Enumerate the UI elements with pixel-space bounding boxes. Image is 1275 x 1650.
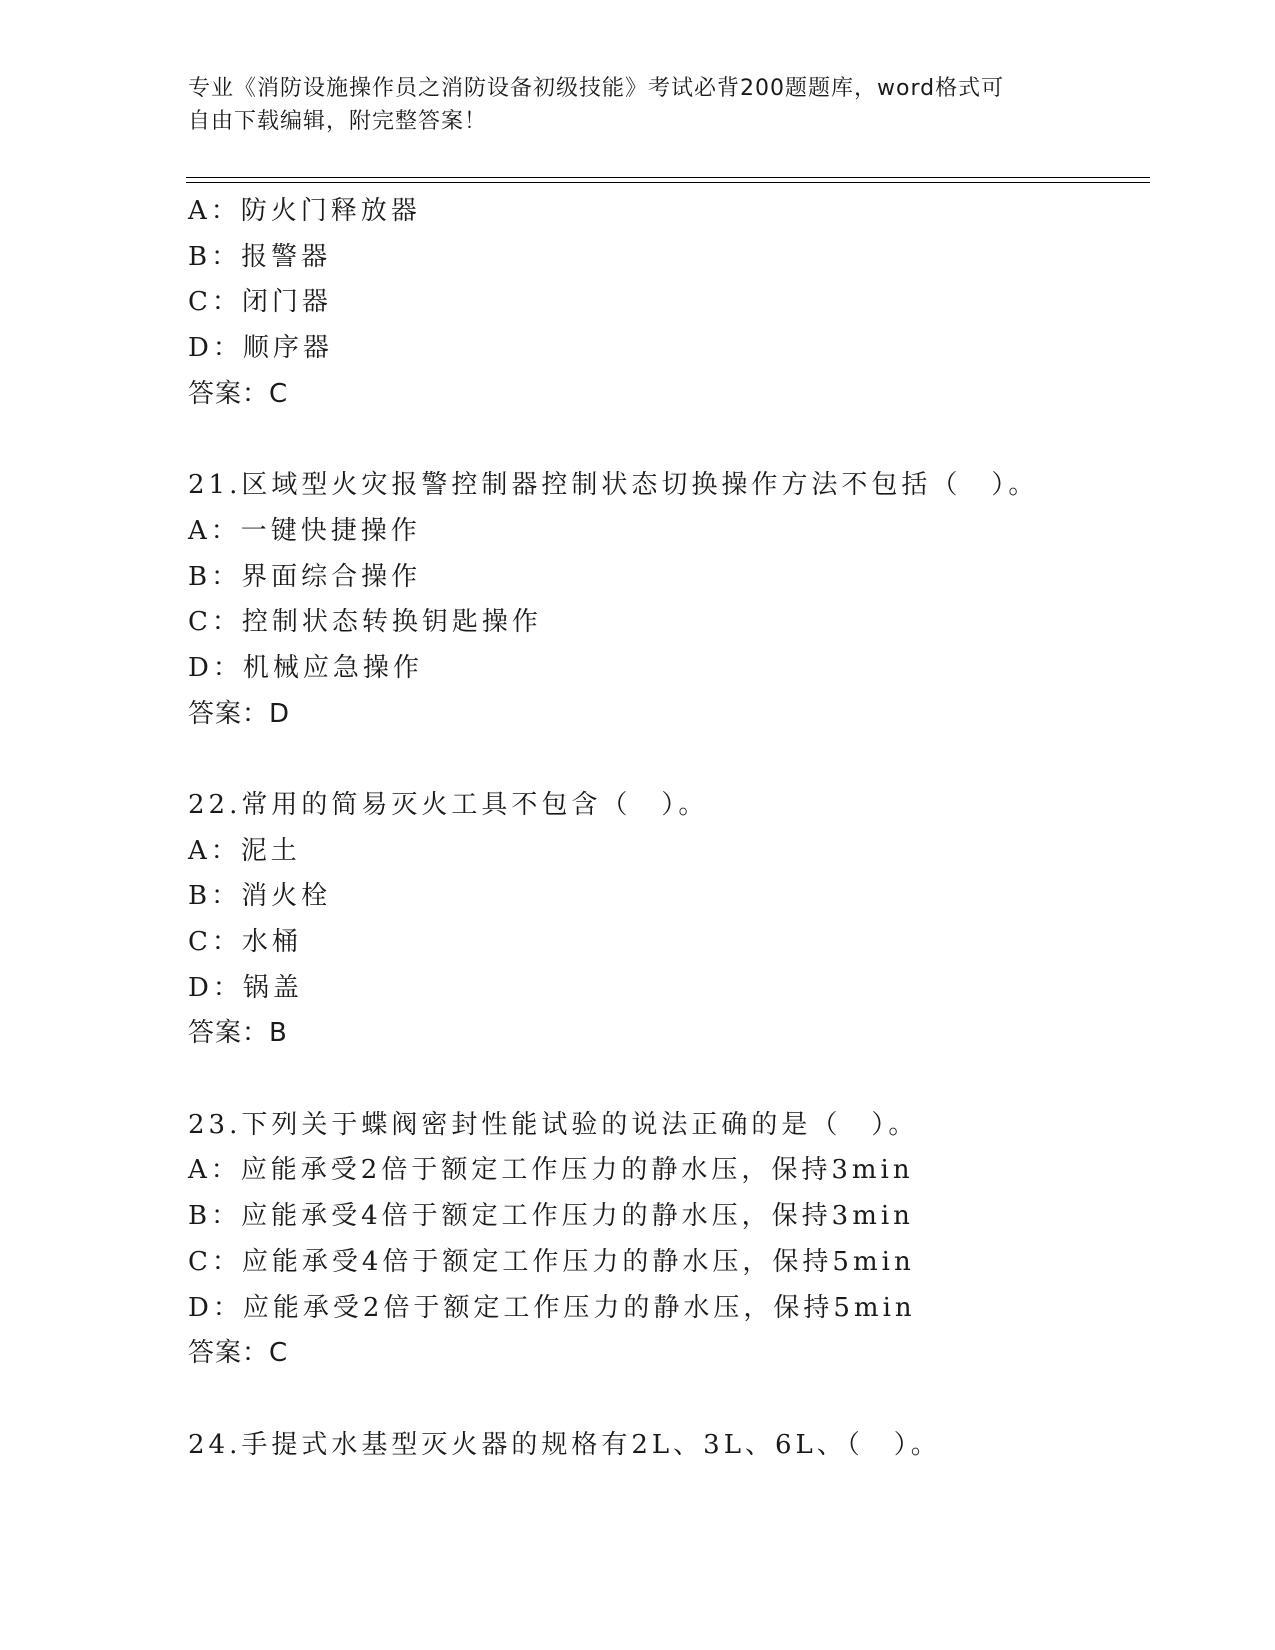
question-block-23 [188, 1103, 1148, 1377]
answer: 答案：D [188, 698, 291, 729]
option-d: D：应能承受2倍于额定工作压力的静水压，保持5min [188, 1292, 916, 1323]
spacer [188, 1377, 1148, 1423]
header-divider-bottom [186, 182, 1150, 183]
option-c: C：闭门器 [188, 287, 332, 318]
option-b: B：应能承受4倍于额定工作压力的静水压，保持3min [188, 1201, 914, 1232]
document-header [188, 72, 1088, 138]
option-d: D：机械应急操作 [188, 652, 423, 683]
option-b: B：报警器 [188, 241, 332, 272]
option-d: D：顺序器 [188, 333, 333, 364]
option-a: A：泥土 [188, 835, 301, 866]
header-divider-top [186, 177, 1150, 178]
answer: 答案：B [188, 1018, 288, 1049]
option-a: A：应能承受2倍于额定工作压力的静水压，保持3min [188, 1155, 914, 1186]
question-text: 24.手提式水基型灭火器的规格有2L、3L、6L、（ ）。 [188, 1429, 941, 1460]
answer: 答案：C [188, 1338, 289, 1369]
question-block-21 [188, 463, 1148, 737]
spacer [188, 417, 1148, 463]
option-c: C：控制状态转换钥匙操作 [188, 607, 542, 638]
option-b: B：界面综合操作 [188, 561, 422, 592]
option-c: C：应能承受4倍于额定工作压力的静水压，保持5min [188, 1246, 915, 1277]
option-c: C：水桶 [188, 927, 302, 957]
header-line-2: 自由下载编辑，附完整答案！ [188, 109, 488, 134]
option-d: D：锅盖 [188, 972, 303, 1003]
answer: 答案：C [188, 378, 289, 409]
question-text: 21.区域型火灾报警控制器控制状态切换操作方法不包括（ ）。 [188, 470, 1039, 501]
spacer [188, 737, 1148, 783]
question-text: 22.常用的简易灭火工具不包含（ ）。 [188, 789, 709, 820]
option-a: A：一键快捷操作 [188, 515, 421, 546]
question-block-20 [188, 189, 1148, 417]
spacer [188, 1057, 1148, 1103]
question-block-22 [188, 783, 1148, 1057]
option-b: B：消火栓 [188, 881, 332, 912]
question-list [188, 189, 1148, 1468]
question-text: 23.下列关于蝶阀密封性能试验的说法正确的是（ ）。 [188, 1109, 919, 1140]
option-a: A：防火门释放器 [188, 196, 421, 226]
header-line-1: 专业《消防设施操作员之消防设备初级技能》考试必背200题题库，word格式可 [188, 76, 1005, 101]
question-block-24 [188, 1423, 1148, 1469]
